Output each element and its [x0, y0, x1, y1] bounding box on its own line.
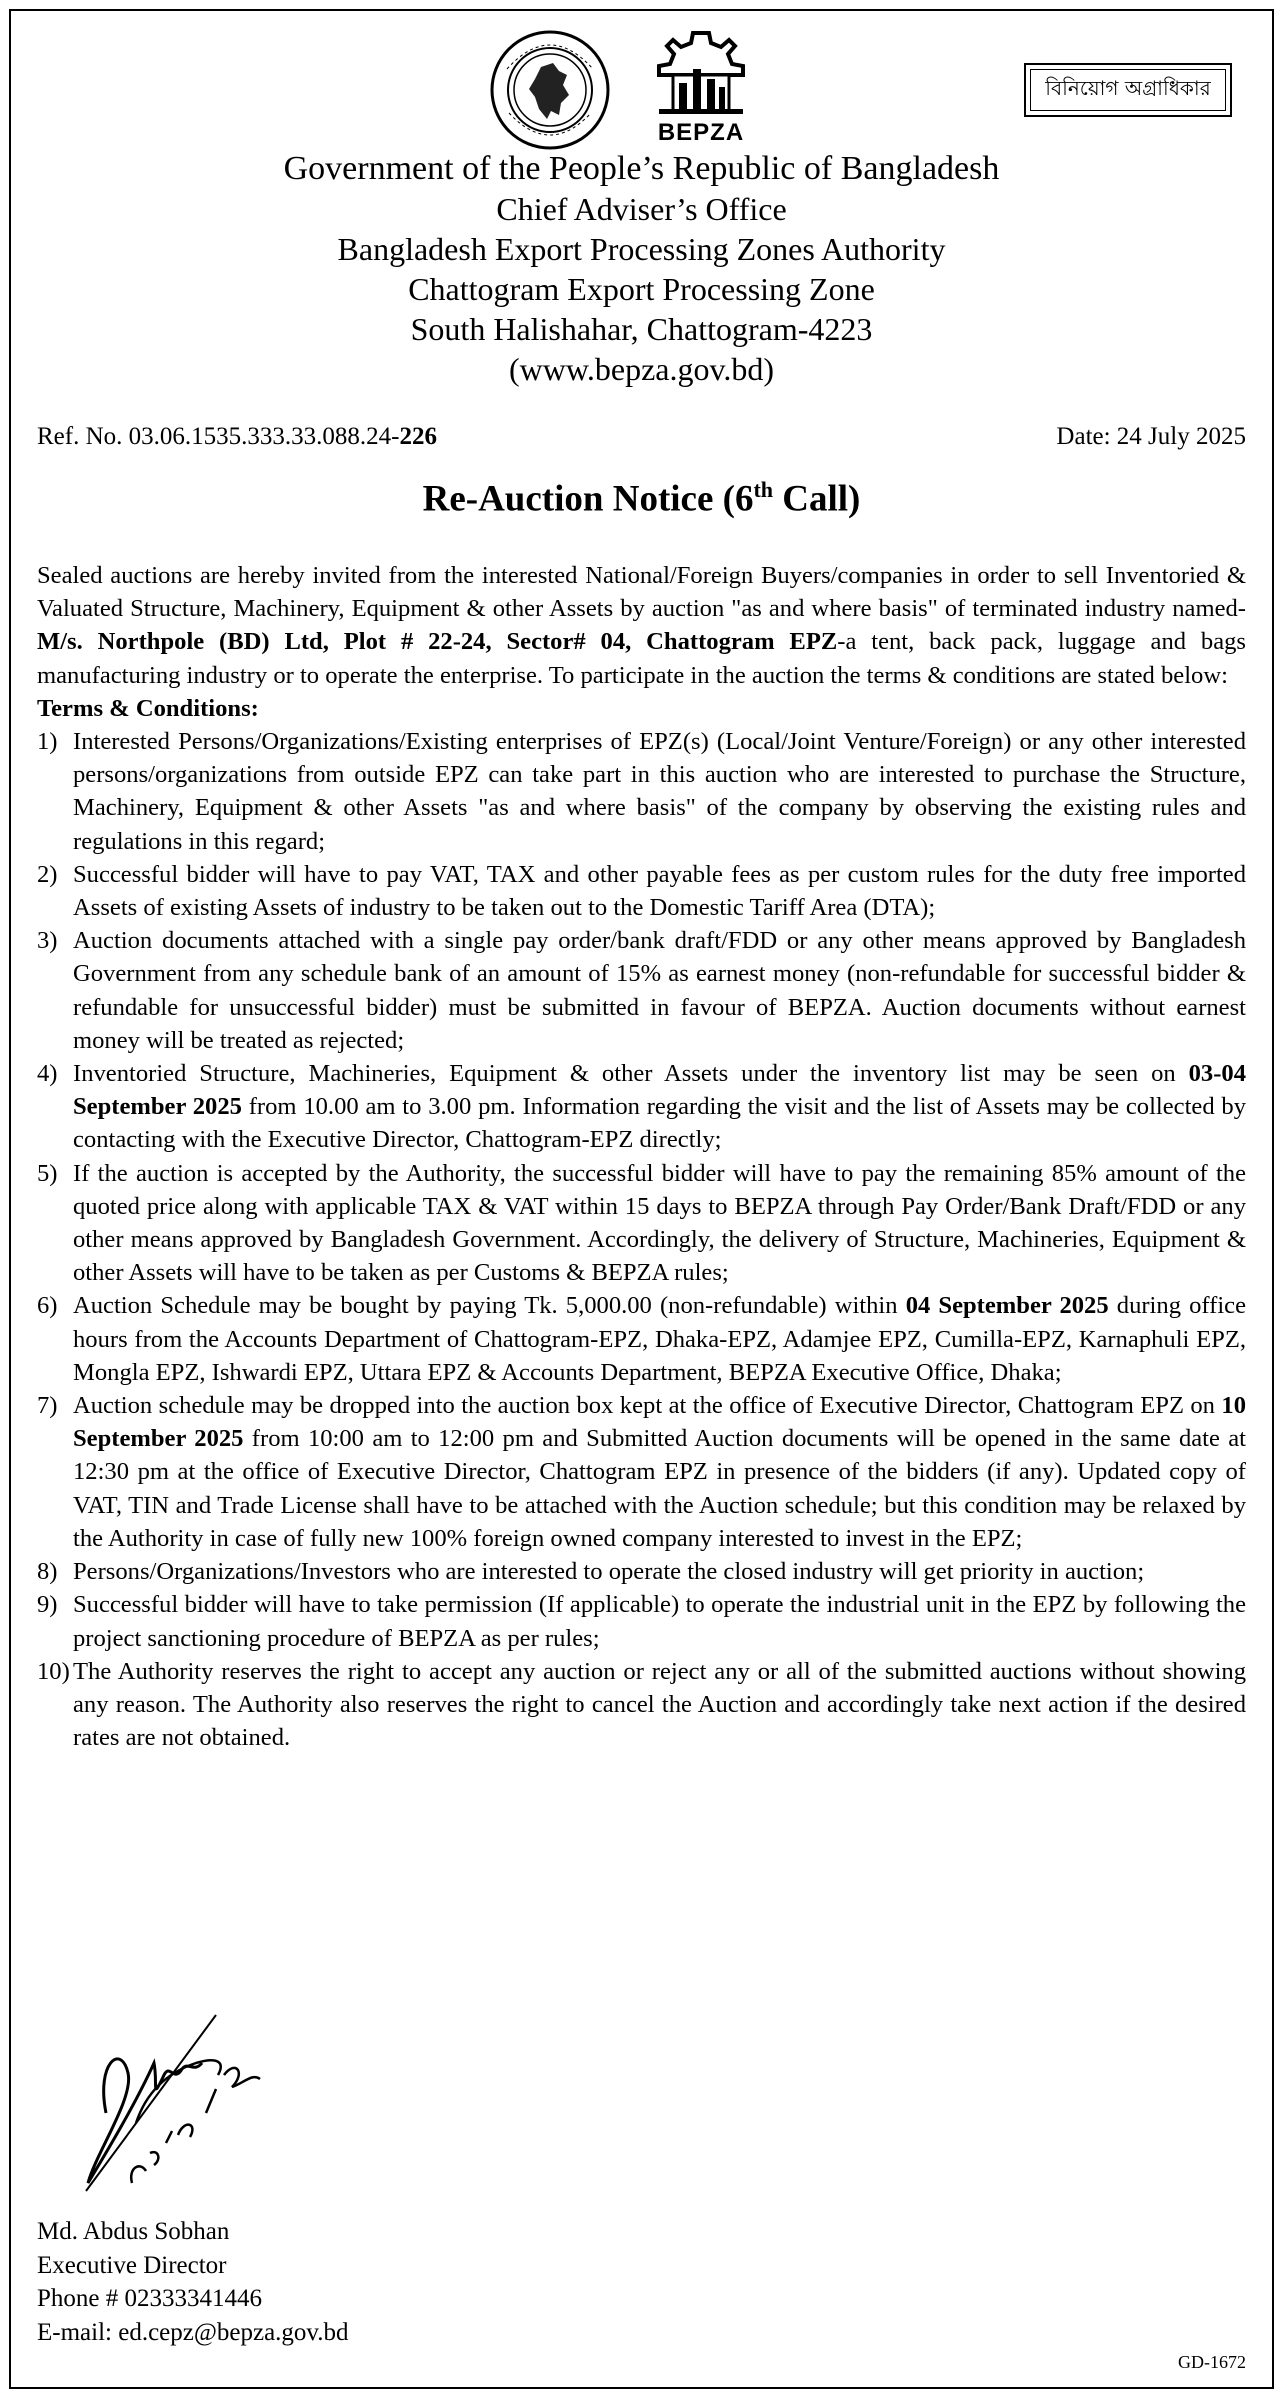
- company-name: M/s. Northpole (BD) Ltd, Plot # 22-24, Sector# 04, Chattogram EPZ: [37, 628, 838, 656]
- notice-date: Date: 24 July 2025: [1056, 423, 1246, 450]
- government-emblem-icon: [489, 29, 611, 151]
- notice-page: [9, 9, 1274, 2389]
- term-item: 7) Auction schedule may be dropped into the auction box kept at the office of Executive Director, Chattogram EPZ on 10 September 2025 from 10:00 am to 12:00 pm and Submitted Auction documents will be opened in the same date at 12:30 pm at the office of Executive Director, Chattogram EPZ in presence of the bidders (if any). Updated copy of VAT, TIN and Trade License shall have to be attached with the Auction schedule; but this condition may be relaxed by the Authority in case of fully new 100% foreign owned company interested to invest in the EPZ;: [37, 1392, 1247, 1552]
- term-item: 5) If the auction is accepted by the Authority, the successful bidder will have to pay the remaining 85% amount of the quoted price along with applicable TAX & VAT within 15 days to BEPZA through Pay Order/Bank Draft/FDD or any other means approved by Bangladesh Government. Accordingly, the delivery of Structure, Machineries, Equipment & other Assets will have to be taken as per Customs & BEPZA rules;: [37, 1159, 1246, 1287]
- signer-phone: Phone # 02333341446: [37, 2285, 262, 2312]
- intro-paragraph: Sealed auctions are hereby invited from the interested National/Foreign Buyers/companies in order to sell Inventoried & Valuated Structure, Machinery, Equipment & other Assets by auction "as and where basis" of terminated industry named-M/s. Northpole (BD) Ltd, Plot # 22-24, Sector# 04, Chattogram EPZ-a tent, back pack, luggage and bags manufacturing industry or to operate the enterprise. To participate in the auction the terms & conditions are stated below:: [37, 562, 1247, 689]
- signer-designation: Executive Director: [37, 2251, 227, 2279]
- reference-line: [37, 423, 1246, 451]
- header-website: (www.bepza.gov.bd): [508, 351, 775, 387]
- office-header: [11, 149, 1272, 389]
- title-superscript: th: [753, 477, 774, 502]
- term-item: 6) Auction Schedule may be bought by paying Tk. 5,000.00 (non-refundable) within 04 September 2025 during office hours from the Accounts Department of Chattogram-EPZ, Dhaka-EPZ, Adamjee EPZ, Cumilla-EPZ, Karnaphuli EPZ, Mongla EPZ, Ishwardi EPZ, Uttara EPZ & Accounts Department, BEPZA Executive Office, Dhaka;: [37, 1292, 1247, 1386]
- bepza-logo: [637, 29, 765, 149]
- term-item: 2) Successful bidder will have to pay VAT, TAX and other payable fees as per custom rules for the duty free imported Assets of existing Assets of industry to be taken out to the Domestic Tariff Area (DTA);: [37, 860, 1246, 922]
- term-item: 4) Inventoried Structure, Machineries, Equipment & other Assets under the inventory list may be seen on 03-04 September 2025 from 10.00 am to 3.00 pm. Information regarding the visit and the list of Assets may be collected by contacting with the Executive Director, Chattogram-EPZ directly;: [37, 1060, 1247, 1154]
- terms-list: [37, 725, 1246, 1754]
- ministry-label-box: বিনিয়োগ অগ্রাধিকার: [1024, 63, 1232, 117]
- bepza-logo-label: BEPZA: [657, 119, 745, 146]
- schedule-deadline: 04 September 2025: [905, 1292, 1109, 1320]
- handwritten-signature: [66, 2003, 326, 2203]
- terms-heading: Terms & Conditions:: [37, 694, 259, 722]
- header-office: Chief Adviser’s Office: [496, 191, 787, 227]
- submission-date: 10 September 2025: [73, 1392, 1246, 1453]
- term-item: 8) Persons/Organizations/Investors who are interested to operate the closed industry will get priority in auction;: [37, 1558, 1145, 1586]
- reference-number: Ref. No. 03.06.1535.333.33.088.24-226: [37, 423, 437, 450]
- header-address: South Halishahar, Chattogram-4223: [410, 311, 873, 347]
- footer-code: GD-1672: [1178, 2352, 1246, 2372]
- signatory-block: [37, 2215, 349, 2349]
- notice-title: Re-Auction Notice (6th Call): [422, 477, 861, 520]
- term-item: 10) The Authority reserves the right to accept any auction or reject any or all of the submitted auctions without showing any reason. The Authority also reserves the right to cancel the Auction and accordingly take next action if the desired rates are not obtained.: [37, 1657, 1246, 1752]
- header-zone: Chattogram Export Processing Zone: [408, 271, 875, 307]
- header-government: Government of the People’s Republic of Bangladesh: [283, 150, 1000, 187]
- signer-email: E-mail: ed.cepz@bepza.gov.bd: [37, 2318, 349, 2346]
- header-authority: Bangladesh Export Processing Zones Authority: [337, 231, 946, 267]
- notice-body: [37, 559, 1246, 1754]
- header-logos: [489, 29, 765, 151]
- term-item: 9) Successful bidder will have to take permission (If applicable) to operate the industrial unit in the EPZ by following the project sanctioning procedure of BEPZA as per rules;: [37, 1591, 1246, 1652]
- visit-dates: 03-04 September 2025: [73, 1060, 1246, 1121]
- bepza-gear-icon: [653, 29, 749, 117]
- signer-name: Md. Abdus Sobhan: [37, 2218, 230, 2245]
- term-item: 3) Auction documents attached with a single pay order/bank draft/FDD or any other means approved by Bangladesh Government from any schedule bank of an amount of 15% as earnest money (non-refundable for successful bidder & refundable for unsuccessful bidder) must be submitted in favour of BEPZA. Auction documents without earnest money will be treated as rejected;: [37, 927, 1246, 1054]
- reference-suffix: 226: [399, 423, 437, 450]
- term-item: 1) Interested Persons/Organizations/Existing enterprises of EPZ(s) (Local/Joint Venture/Foreign) or any other interested persons/organizations from outside EPZ can take part in this auction who are interested to purchase the Structure, Machinery, Equipment & other Assets "as and where basis" of the company by observing the existing rules and regulations in this regard;: [37, 728, 1246, 855]
